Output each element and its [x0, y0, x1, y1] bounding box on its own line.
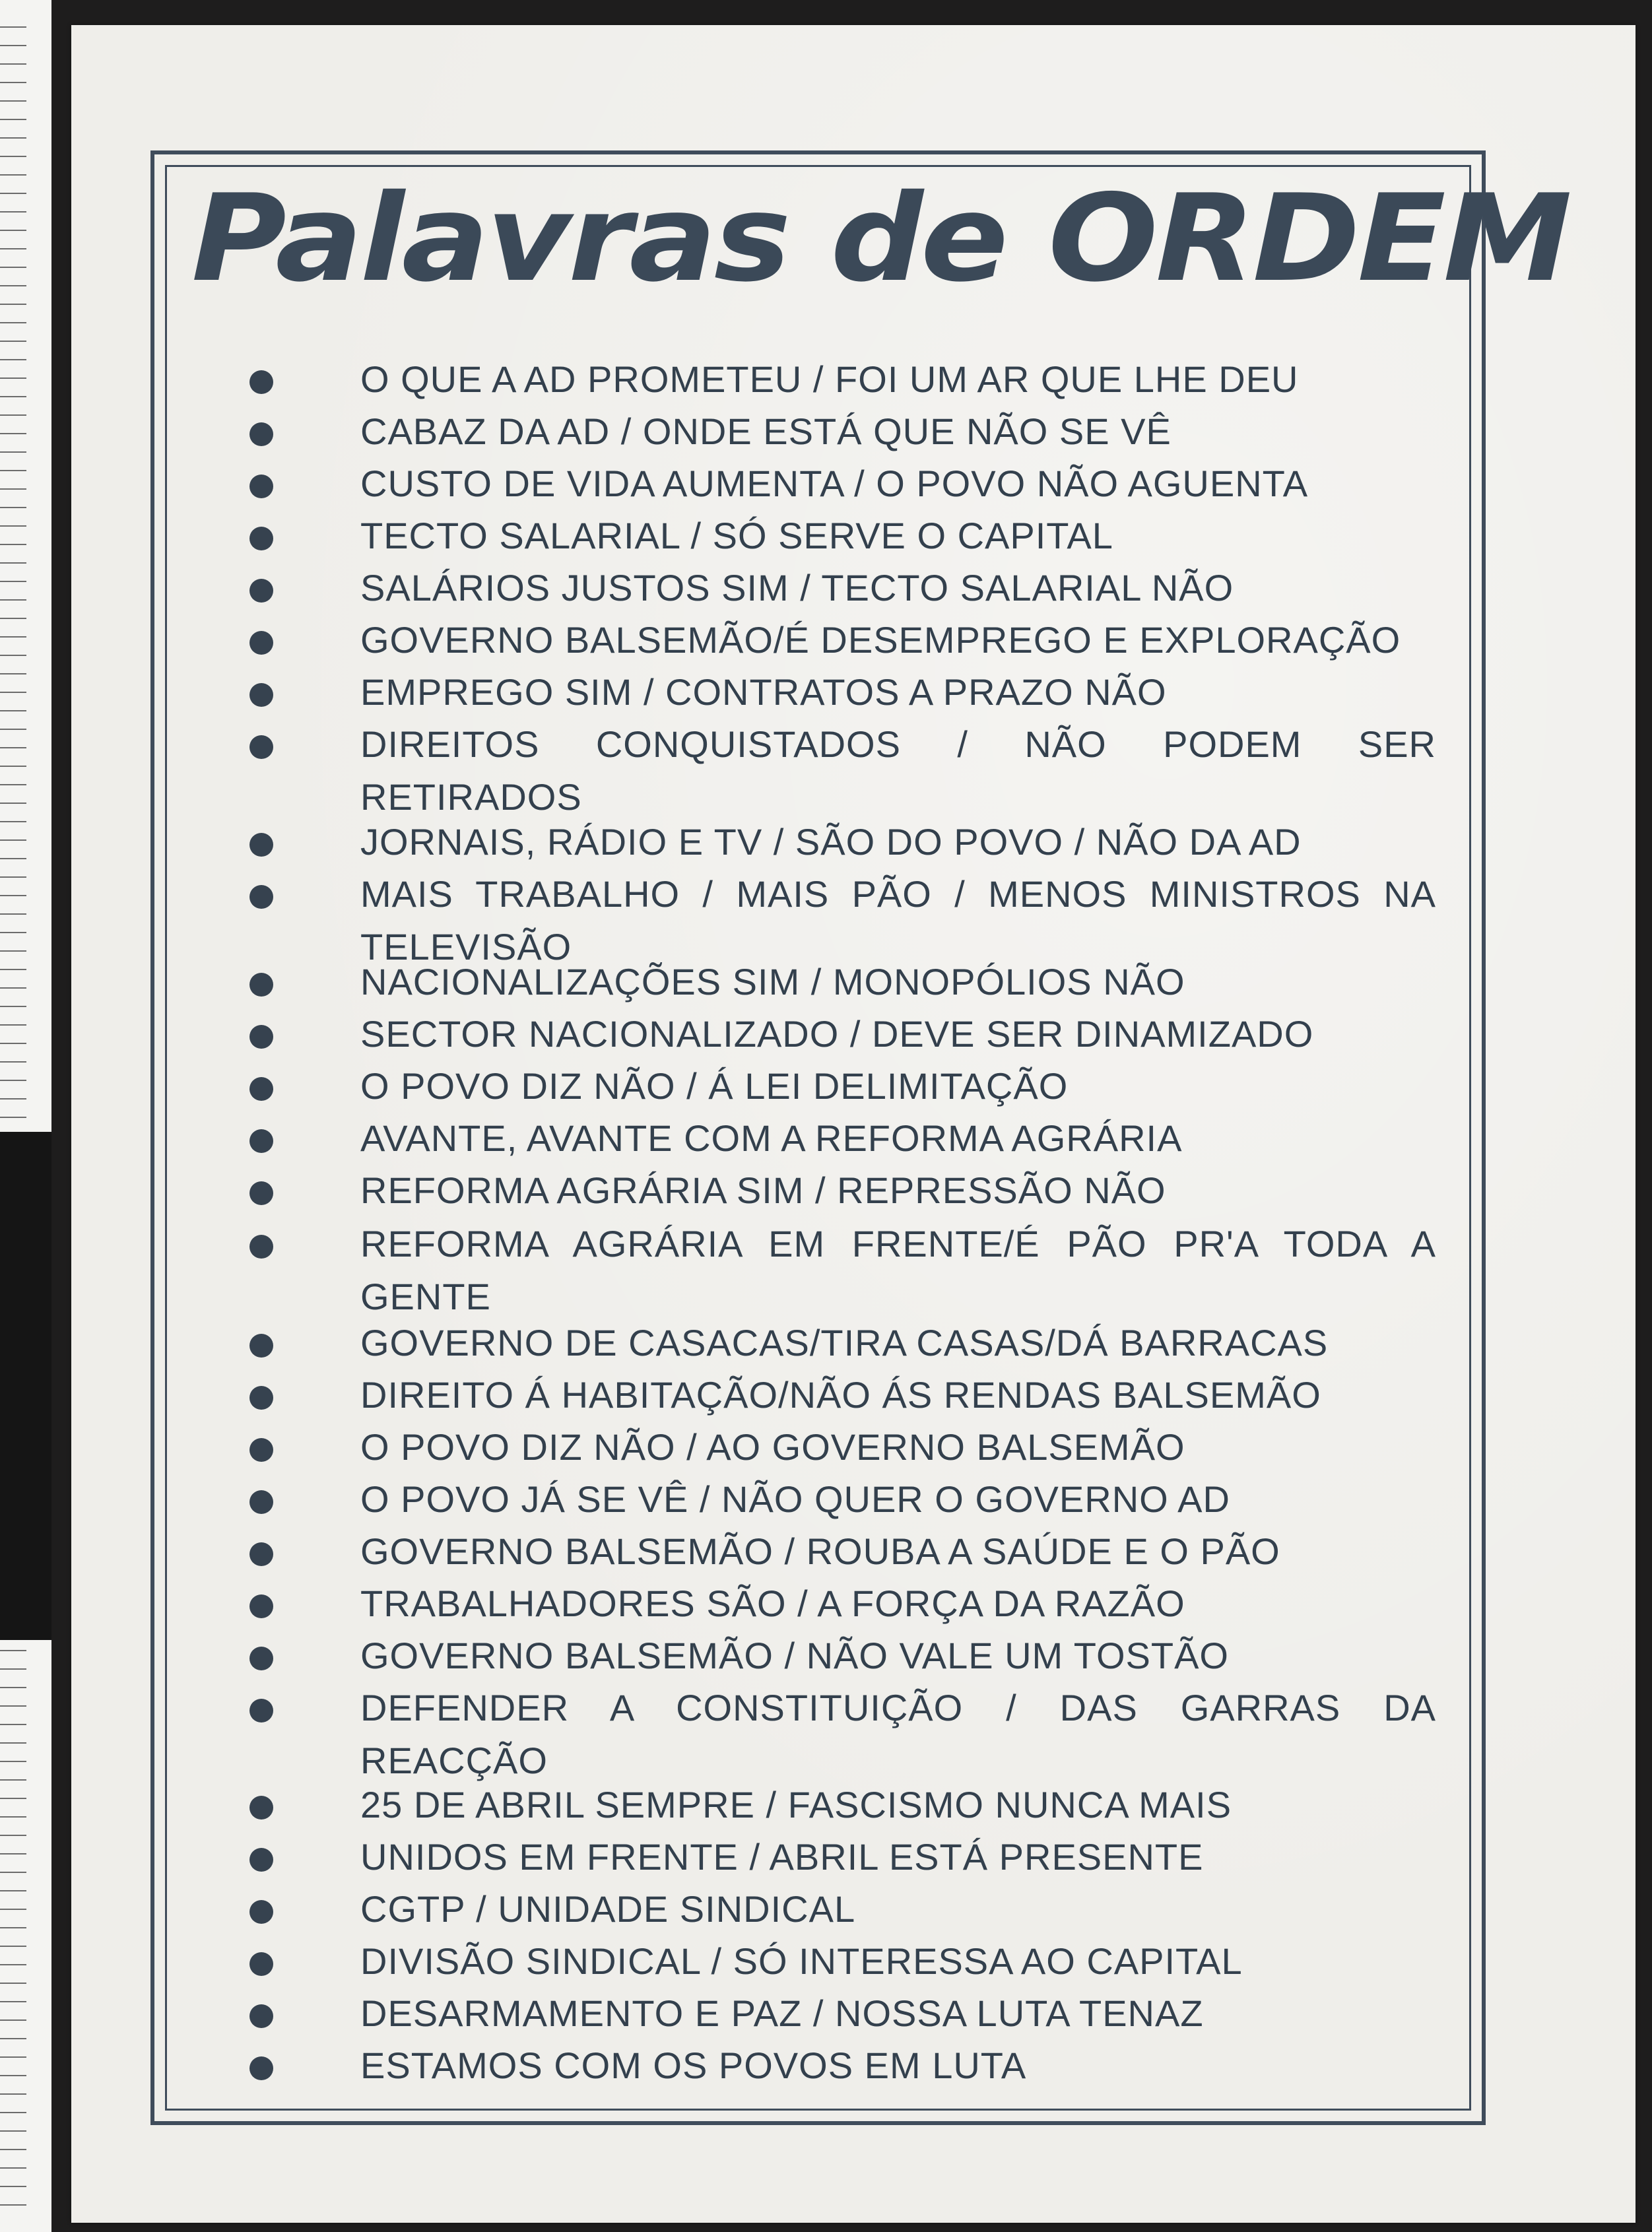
bullet-icon — [249, 973, 273, 997]
slogan-text: NACIONALIZAÇÕES SIM / MONOPÓLIOS NÃO — [360, 961, 1185, 1002]
bullet-icon — [249, 1952, 273, 1976]
slogan-item — [0, 1629, 1652, 1682]
slogan-item — [0, 509, 1652, 562]
slogan-item — [0, 353, 1652, 406]
slogan-text: SALÁRIOS JUSTOS SIM / TECTO SALARIAL NÃO — [360, 567, 1234, 608]
slogan-text: EMPREGO SIM / CONTRATOS A PRAZO NÃO — [360, 671, 1167, 713]
bullet-icon — [249, 1181, 273, 1205]
slogan-text: O POVO DIZ NÃO / Á LEI DELIMITAÇÃO — [360, 1065, 1069, 1107]
slogan-item — [0, 2039, 1652, 2092]
slogan-text: GOVERNO BALSEMÃO / ROUBA A SAÚDE E O PÃO — [360, 1530, 1280, 1572]
slogan-text: DEFENDER A CONSTITUIÇÃO / DAS GARRAS DA REACÇÃO — [360, 1687, 1436, 1781]
slogan-text: ESTAMOS COM OS POVOS EM LUTA — [360, 2045, 1027, 2086]
bullet-icon — [249, 475, 273, 498]
bullet-icon — [249, 1542, 273, 1566]
bullet-icon — [249, 1490, 273, 1514]
slogan-item — [0, 1369, 1652, 1422]
bullet-icon — [249, 1900, 273, 1924]
slogan-text: O POVO DIZ NÃO / AO GOVERNO BALSEMÃO — [360, 1426, 1185, 1468]
slogan-item — [0, 1682, 1652, 1781]
slogan-item — [0, 816, 1652, 869]
bullet-icon — [249, 833, 273, 857]
bullet-icon — [249, 1848, 273, 1872]
bullet-icon — [249, 1025, 273, 1049]
slogan-item — [0, 868, 1652, 968]
bullet-icon — [249, 1077, 273, 1101]
bullet-icon — [249, 1235, 273, 1259]
slogan-item — [0, 1577, 1652, 1630]
slogan-text: CGTP / UNIDADE SINDICAL — [360, 1888, 856, 1930]
bullet-icon — [249, 2056, 273, 2080]
bullet-icon — [249, 422, 273, 446]
slogan-text: CUSTO DE VIDA AUMENTA / O POVO NÃO AGUENTA — [360, 463, 1309, 504]
bullet-icon — [249, 1796, 273, 1820]
slogan-item — [0, 1164, 1652, 1217]
bullet-icon — [249, 1438, 273, 1462]
slogan-item — [0, 1112, 1652, 1165]
slogan-text: O POVO JÁ SE VÊ / NÃO QUER O GOVERNO AD — [360, 1478, 1230, 1520]
bullet-icon — [249, 1594, 273, 1618]
slogan-item — [0, 1935, 1652, 1988]
slogan-item — [0, 666, 1652, 719]
slogan-item — [0, 457, 1652, 510]
bullet-icon — [249, 2004, 273, 2028]
slogan-item — [0, 1317, 1652, 1369]
bullet-icon — [249, 527, 273, 550]
slogan-item — [0, 1218, 1652, 1317]
slogan-text: DIVISÃO SINDICAL / SÓ INTERESSA AO CAPITAL — [360, 1940, 1243, 1982]
slogan-text: GOVERNO BALSEMÃO / NÃO VALE UM TOSTÃO — [360, 1635, 1229, 1676]
slogan-item — [0, 1525, 1652, 1578]
slogan-text: 25 DE ABRIL SEMPRE / FASCISMO NUNCA MAIS — [360, 1784, 1232, 1825]
slogan-text: DIREITO Á HABITAÇÃO/NÃO ÁS RENDAS BALSEMÃO — [360, 1374, 1321, 1416]
slogan-item — [0, 1987, 1652, 2040]
bullet-icon — [249, 1129, 273, 1153]
slogan-item — [0, 405, 1652, 458]
slogan-text: SECTOR NACIONALIZADO / DEVE SER DINAMIZADO — [360, 1013, 1314, 1055]
slogan-text: JORNAIS, RÁDIO E TV / SÃO DO POVO / NÃO DA AD — [360, 821, 1302, 863]
slogan-text: O QUE A AD PROMETEU / FOI UM AR QUE LHE DEU — [360, 358, 1299, 400]
slogan-text: MAIS TRABALHO / MAIS PÃO / MENOS MINISTROS NA TELEVISÃO — [360, 873, 1436, 968]
slogan-text: DIREITOS CONQUISTADOS / NÃO PODEM SER RETIRADOS — [360, 723, 1436, 818]
bullet-icon — [249, 1334, 273, 1358]
slogan-text: REFORMA AGRÁRIA EM FRENTE/É PÃO PR'A TODA A GENTE — [360, 1223, 1436, 1317]
slogan-item — [0, 1883, 1652, 1936]
slogan-text: DESARMAMENTO E PAZ / NOSSA LUTA TENAZ — [360, 1992, 1204, 2034]
slogan-item — [0, 562, 1652, 614]
slogan-item — [0, 614, 1652, 667]
bullet-icon — [249, 735, 273, 759]
slogan-item — [0, 1060, 1652, 1113]
slogan-item — [0, 1831, 1652, 1884]
bullet-icon — [249, 683, 273, 707]
slogan-text: CABAZ DA AD / ONDE ESTÁ QUE NÃO SE VÊ — [360, 410, 1172, 452]
leaflet-title: Palavras de ORDEM — [191, 168, 1569, 308]
slogan-item — [0, 1779, 1652, 1831]
slogan-text: UNIDOS EM FRENTE / ABRIL ESTÁ PRESENTE — [360, 1836, 1204, 1878]
bullet-icon — [249, 370, 273, 394]
slogan-text: REFORMA AGRÁRIA SIM / REPRESSÃO NÃO — [360, 1169, 1166, 1211]
slogan-item — [0, 956, 1652, 1008]
bullet-icon — [249, 579, 273, 603]
bullet-icon — [249, 1699, 273, 1723]
slogan-item — [0, 1421, 1652, 1474]
slogan-text: TECTO SALARIAL / SÓ SERVE O CAPITAL — [360, 515, 1113, 556]
bullet-icon — [249, 885, 273, 909]
slogan-text: GOVERNO DE CASACAS/TIRA CASAS/DÁ BARRACAS — [360, 1322, 1329, 1363]
bullet-icon — [249, 1386, 273, 1410]
bullet-icon — [249, 631, 273, 655]
slogan-item — [0, 1473, 1652, 1526]
slogan-item — [0, 1008, 1652, 1061]
bullet-icon — [249, 1647, 273, 1670]
slogan-text: AVANTE, AVANTE COM A REFORMA AGRÁRIA — [360, 1117, 1183, 1159]
slogan-item — [0, 718, 1652, 818]
slogan-text: TRABALHADORES SÃO / A FORÇA DA RAZÃO — [360, 1583, 1185, 1624]
slogan-text: GOVERNO BALSEMÃO/É DESEMPREGO E EXPLORAÇÃO — [360, 619, 1401, 661]
